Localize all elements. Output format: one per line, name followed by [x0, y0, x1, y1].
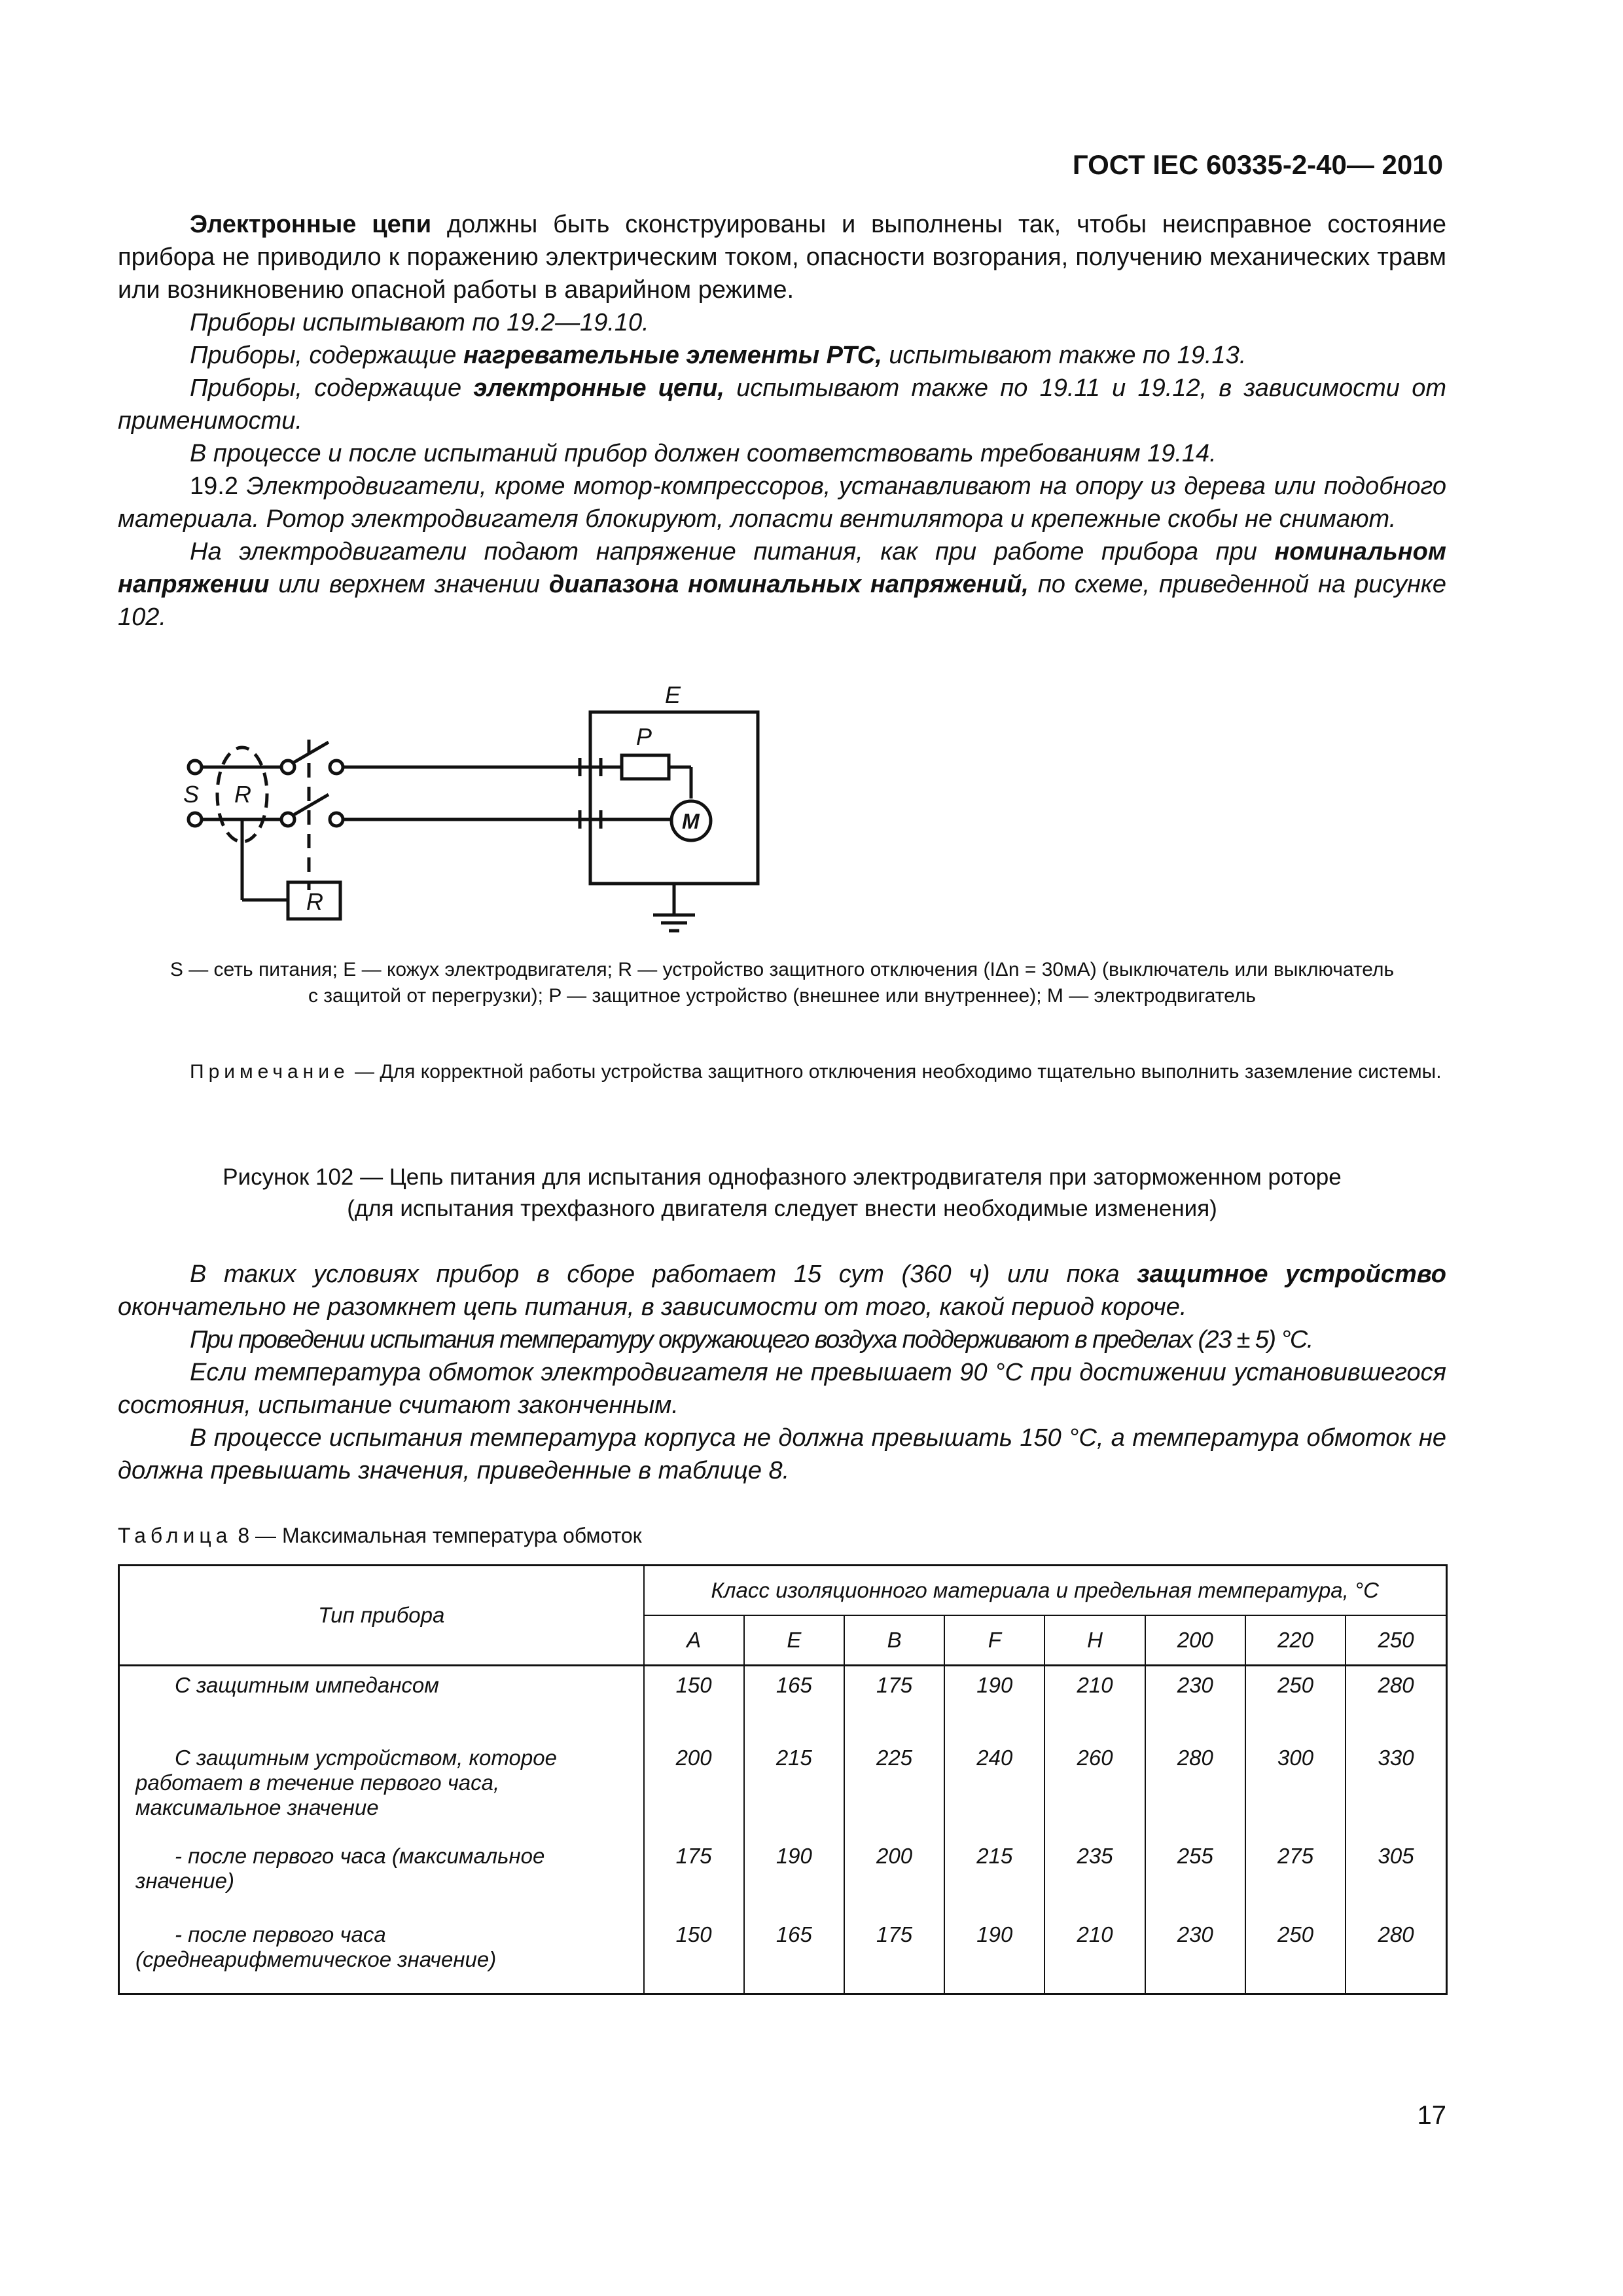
paragraph-text: испытывают также по 19.11 и 19.12, в зависимости от применимости.	[118, 374, 1446, 435]
table-cell: 215	[944, 1837, 1044, 1916]
figure-legend	[118, 957, 1446, 1009]
table-cell: 305	[1346, 1837, 1446, 1916]
class-header: B	[844, 1615, 944, 1666]
clause-number: 19.2	[190, 473, 238, 500]
table-cell: 330	[1346, 1739, 1446, 1837]
circuit-diagram	[164, 674, 785, 949]
paragraph-text: испытывают также по 19.13.	[882, 342, 1247, 369]
label-E: E	[665, 681, 681, 708]
label-S: S	[183, 781, 200, 808]
col-header-type: Тип прибора	[119, 1566, 644, 1666]
table-cell: 215	[744, 1739, 844, 1837]
label-R-sensor: R	[234, 781, 251, 808]
figure-caption	[118, 1162, 1446, 1225]
table-cell: 240	[944, 1739, 1044, 1837]
paragraph-limits: В процессе испытания температура корпуса не должна превышать 150 °С, а температура обмоток не должна превышать значения, приведенные в таблице 8.	[118, 1424, 1446, 1484]
paragraph-text: В таких условиях прибор в сборе работает 15 сут (360 ч) или пока	[190, 1261, 1137, 1288]
paragraph-compliance: В процессе и после испытаний прибор должен соответствовать требованиям 19.14.	[190, 440, 1217, 467]
class-header: H	[1044, 1615, 1145, 1666]
caption-line-2: (для испытания трехфазного двигателя следует внести необходимые изменения)	[347, 1196, 1217, 1221]
paragraph-text: по схеме, приведенной на рисунке 102.	[118, 571, 1446, 631]
caption-line-1: Рисунок 102 — Цепь питания для испытания однофазного электродвигателя при заторможенном роторе	[223, 1164, 1342, 1190]
paragraph-steady-state: Если температура обмоток электродвигателя не превышает 90 °С при достижении установившегося состояния, испытание считают законченным.	[118, 1359, 1446, 1419]
paragraph-text: Приборы, содержащие	[190, 374, 474, 402]
class-header: 220	[1245, 1615, 1346, 1666]
protective-device	[622, 755, 669, 779]
table-cell: 190	[944, 1916, 1044, 1994]
table-cell: 225	[844, 1739, 944, 1837]
row-label: - после первого часа (максимальное значение)	[135, 1843, 545, 1893]
paragraph-tests-range: Приборы испытывают по 19.2—19.10.	[190, 309, 649, 336]
table-cell: 235	[1044, 1837, 1145, 1916]
table-cell: 280	[1145, 1739, 1245, 1837]
table-cell: 300	[1245, 1739, 1346, 1837]
term-protective-device: защитное устройство	[1137, 1261, 1446, 1288]
table-cell: 280	[1346, 1916, 1446, 1994]
table-cell: 200	[644, 1739, 744, 1837]
document-header: ГОСТ IEC 60335-2-40— 2010	[1072, 149, 1443, 180]
paragraph-text: окончательно не разомкнет цепь питания, в зависимости от того, какой период короче.	[118, 1293, 1187, 1321]
paragraph-text: На электродвигатели подают напряжение питания, как при работе прибора при	[190, 538, 1275, 565]
table-cell: 250	[1245, 1666, 1346, 1739]
table-row	[119, 1837, 1447, 1916]
class-header: E	[744, 1615, 844, 1666]
table-cell: 165	[744, 1916, 844, 1994]
table-cell: 210	[1044, 1666, 1145, 1739]
table-row	[119, 1666, 1447, 1739]
table-cell: 165	[744, 1666, 844, 1739]
table-cell: 250	[1245, 1916, 1346, 1994]
terminal	[188, 761, 202, 774]
paragraph-text: Электродвигатели, кроме мотор-компрессоров, устанавливают на опору из дерева или подобного материала. Ротор электродвигателя блокируют, лопасти вентилятора и крепежные скобы не снимают.	[118, 473, 1446, 533]
class-header: 250	[1346, 1615, 1446, 1666]
paragraph-text: Приборы, содержащие	[190, 342, 463, 369]
table-cell: 210	[1044, 1916, 1145, 1994]
temperature-table	[118, 1564, 1448, 1995]
table-row	[119, 1916, 1447, 1994]
table-cell: 175	[844, 1916, 944, 1994]
table-cell: 255	[1145, 1837, 1245, 1916]
figure-note	[118, 1059, 1446, 1085]
row-label: С защитным импедансом	[175, 1673, 439, 1697]
paragraph-electronic	[118, 372, 1446, 437]
term-rated-voltage-range: диапазона номинальных напряжений,	[548, 571, 1029, 598]
label-M: M	[682, 810, 700, 833]
page-number: 17	[1417, 2101, 1446, 2130]
table-caption	[118, 1524, 642, 1548]
legend-line-2: с защитой от перегрузки); P — защитное устройство (внешнее или внутреннее); M — электродвигатель	[308, 985, 1257, 1007]
label-R-box: R	[306, 888, 323, 915]
table-cell: 150	[644, 1916, 744, 1994]
table-cell: 260	[1044, 1739, 1145, 1837]
table-caption-text: 8 — Максимальная температура обмоток	[232, 1524, 642, 1547]
motor-enclosure	[590, 712, 758, 884]
paragraph-electronic-circuits	[118, 208, 1446, 306]
class-header: F	[944, 1615, 1044, 1666]
table-cell: 190	[944, 1666, 1044, 1739]
paragraph-duration	[118, 1258, 1446, 1323]
term-electronic: электронные цепи,	[473, 374, 724, 402]
table-row	[119, 1739, 1447, 1837]
row-label: - после первого часа (среднеарифметическое значение)	[135, 1922, 497, 1971]
table-cell: 200	[844, 1837, 944, 1916]
paragraph-text: или верхнем значении	[269, 571, 549, 598]
paragraph-supply-voltage	[118, 535, 1446, 634]
table-cell: 175	[844, 1666, 944, 1739]
paragraph-ambient: При проведении испытания температуру окружающего воздуха поддерживают в пределах (23 ± 5) °С.	[190, 1326, 1313, 1354]
legend-line-1: S — сеть питания; E — кожух электродвигателя; R — устройство защитного отключения (IΔn = 30мА) (выключатель или выключатель	[169, 959, 1395, 980]
paragraph-ptc	[118, 339, 1446, 372]
row-label: С защитным устройством, которое работает в течение первого часа, максимальное значение	[135, 1745, 557, 1820]
term-electronic-circuits: Электронные цепи	[190, 211, 432, 238]
note-label: Примечание	[190, 1061, 349, 1083]
label-P: P	[636, 723, 652, 750]
note-text: — Для корректной работы устройства защитного отключения необходимо тщательно выполнить заземление системы.	[349, 1061, 1442, 1083]
table-cell: 150	[644, 1666, 744, 1739]
term-rated-voltage: номинальном напряжении	[118, 538, 1446, 598]
col-header-class-group: Класс изоляционного материала и предельная температура, °С	[644, 1566, 1447, 1616]
term-ptc: нагревательные элементы РТС,	[463, 342, 882, 369]
class-header: A	[644, 1615, 744, 1666]
table-cell: 175	[644, 1837, 744, 1916]
table-cell: 190	[744, 1837, 844, 1916]
table-caption-label: Таблица	[118, 1524, 232, 1547]
table-cell: 275	[1245, 1837, 1346, 1916]
table-cell: 280	[1346, 1666, 1446, 1739]
table-cell: 230	[1145, 1666, 1245, 1739]
paragraph-19-2	[118, 470, 1446, 535]
class-header: 200	[1145, 1615, 1245, 1666]
terminal	[188, 813, 202, 826]
paragraph-text: должны быть сконструированы и выполнены так, чтобы неисправное состояние прибора не приводило к поражению электрическим током, опасности возгорания, получению механических травм или возникновению опасной работы в аварийном режиме.	[118, 211, 1446, 304]
bottom-paragraphs	[118, 1258, 1446, 1487]
top-paragraphs	[118, 208, 1446, 634]
table-cell: 230	[1145, 1916, 1245, 1994]
